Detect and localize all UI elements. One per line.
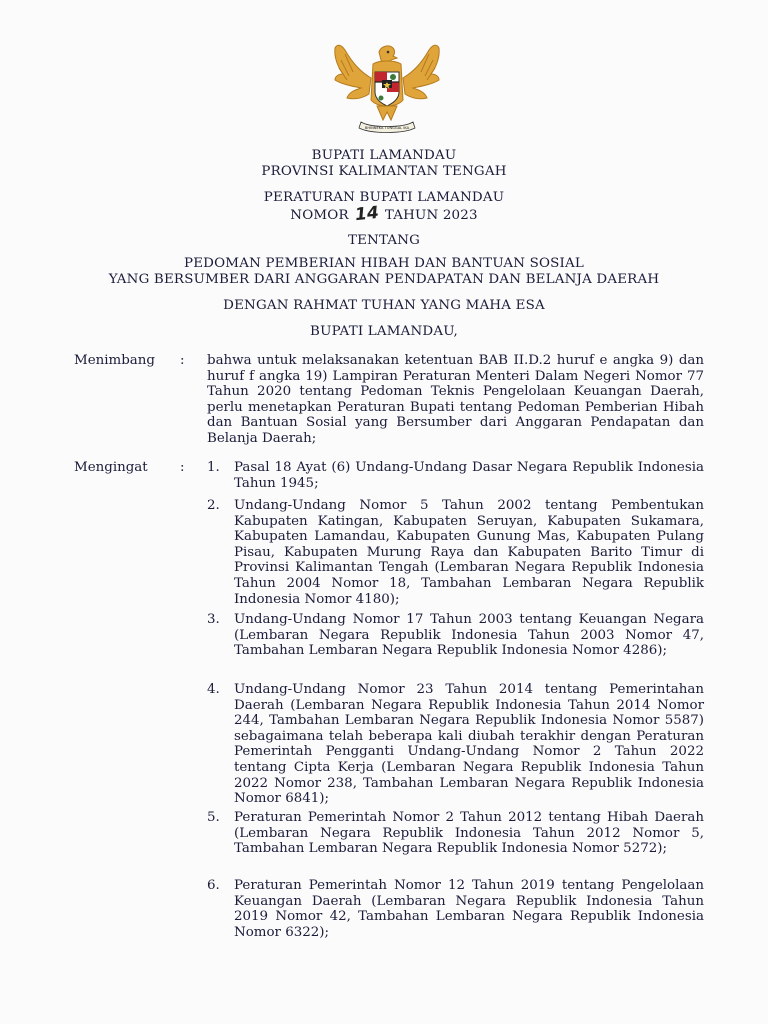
issuer-heading xyxy=(0,148,768,180)
emblem-motto: BHINNEKA TUNGGAL IKA xyxy=(364,126,410,130)
list-item-number: 5. xyxy=(207,810,220,825)
subject-line-2: YANG BERSUMBER DARI ANGGARAN PENDAPATAN DAN BELANJA DAERAH xyxy=(108,272,660,287)
regulation-number xyxy=(0,202,768,226)
subject-line-1: PEDOMAN PEMBERIAN HIBAH DAN BANTUAN SOSIAL xyxy=(183,256,585,271)
list-item-number: 6. xyxy=(207,878,220,893)
nomor-prefix: NOMOR xyxy=(290,208,349,223)
blessing-line: DENGAN RAHMAT TUHAN YANG MAHA ESA xyxy=(223,298,545,313)
list-item-number: 2. xyxy=(207,498,220,513)
regulation-subject xyxy=(0,256,768,288)
mengingat-colon: : xyxy=(180,460,185,475)
issuer-line-1: BUPATI LAMANDAU xyxy=(311,148,457,163)
list-item-text: Undang-Undang Nomor 5 Tahun 2002 tentang Pembentukan Kabupaten Katingan, Kabupaten Seruyan, Kabupaten Sukamara, Kabupaten Lamandau, Kabupaten Gunung Mas, Kabupaten Pulang Pisau, Kabupaten Murung Raya dan Kabupaten Barito Timur di Provinsi Kalimantan Tengah (Lembaran Negara Republik Indonesia Tahun 2004 Nomor 18, Tambahan Lembaran Negara Republik Indonesia Nomor 4180); xyxy=(234,498,704,607)
list-item-text: Peraturan Pemerintah Nomor 2 Tahun 2012 tentang Hibah Daerah (Lembaran Negara Republik Indonesia Tahun 2012 Nomor 5, Tambahan Lembaran Negara Republik Indonesia Nomor 5272); xyxy=(234,810,704,857)
menimbang-text: bahwa untuk melaksanakan ketentuan BAB II.D.2 huruf e angka 9) dan huruf f angka 19) Lampiran Peraturan Menteri Dalam Negeri Nomor 77 Tahun 2020 tentang Pedoman Teknis Pengelolaan Keuangan Daerah, perlu menetapkan Peraturan Bupati tentang Pedoman Pemberian Hibah dan Bantuan Sosial yang Bersumber dari Anggaran Pendapatan dan Belanja Daerah; xyxy=(207,353,704,446)
list-item-text: Pasal 18 Ayat (6) Undang-Undang Dasar Negara Republik Indonesia Tahun 1945; xyxy=(234,460,704,491)
menimbang-label: Menimbang xyxy=(74,353,155,368)
issuer-line-2: PROVINSI KALIMANTAN TENGAH xyxy=(261,164,507,179)
tentang-heading: TENTANG xyxy=(347,233,421,248)
regulation-heading xyxy=(0,190,768,224)
mengingat-label: Mengingat xyxy=(74,460,148,475)
regulation-title: PERATURAN BUPATI LAMANDAU xyxy=(263,190,505,205)
list-item-number: 3. xyxy=(207,612,220,627)
list-item-text: Peraturan Pemerintah Nomor 12 Tahun 2019 tentang Pengelolaan Keuangan Daerah (Lembaran Negara Republik Indonesia Tahun 2019 Nomor 42, Tambahan Lembaran Negara Republik Indonesia Nomor 6322); xyxy=(234,878,704,940)
nomor-handwritten-value: 14 xyxy=(353,202,380,226)
nomor-suffix: TAHUN 2023 xyxy=(384,208,478,223)
list-item-text: Undang-Undang Nomor 17 Tahun 2003 tentang Keuangan Negara (Lembaran Negara Republik Indonesia Tahun 2003 Nomor 47, Tambahan Lembaran Negara Republik Indonesia Nomor 4286); xyxy=(234,612,704,659)
list-item-number: 1. xyxy=(207,460,220,475)
menimbang-colon: : xyxy=(180,353,185,368)
garuda-emblem-icon xyxy=(331,42,443,134)
list-item-number: 4. xyxy=(207,682,220,697)
list-item-text: Undang-Undang Nomor 23 Tahun 2014 tentang Pemerintahan Daerah (Lembaran Negara Republik Indonesia Tahun 2014 Nomor 244, Tambahan Lembaran Negara Republik Indonesia Nomor 5587) sebagaimana telah beberapa kali diubah terakhir dengan Peraturan Pemerintah Pengganti Undang-Undang Nomor 2 Tahun 2022 tentang Cipta Kerja (Lembaran Negara Republik Indonesia Tahun 2022 Nomor 238, Tambahan Lembaran Negara Republik Indonesia Nomor 6841); xyxy=(234,682,704,807)
authority-line: BUPATI LAMANDAU, xyxy=(310,324,458,339)
